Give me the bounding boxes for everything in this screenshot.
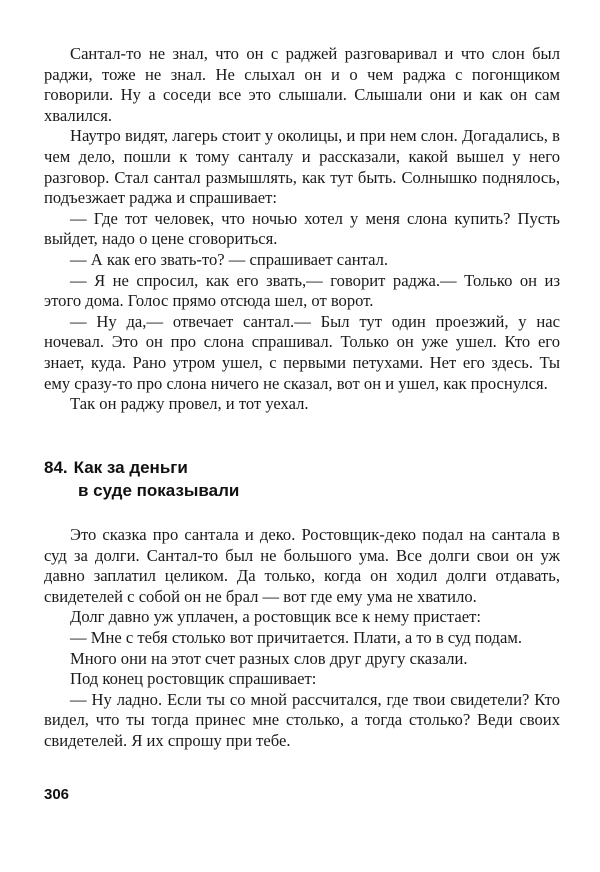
chapter-heading [44,456,239,502]
dialog-line: — Я не спросил, как его звать,— говорит раджа.— Только он из этого дома. Голос прямо отсюда шел, от ворот. [44,270,560,311]
chapter-title-line1: Как за деньги [73,458,188,477]
page-number: 306 [44,786,70,803]
dialog-line: — А как его звать-то? — спрашивает сантал. [70,249,389,269]
paragraph: Так он раджу провел, и тот уехал. [70,394,309,414]
chapter-title-line2: в суде показывали [78,481,240,500]
chapter-number: 84. [44,458,68,477]
dialog-line: — Ну да,— отвечает сантал.— Был тут один проезжий, у нас ночевал. Это он про слона спрашивал. Только он уже ушел. Кто его знает, куда. Рано утром ушел, с первыми петухами. Нет его здесь. Ты ему сразу-то про слона ничего не сказал, вот он и ушел, как проснулся. [44,311,560,393]
paragraph: Под конец ростовщик спрашивает: [70,669,317,689]
chapter-body-text [44,525,560,752]
paragraph: Это сказка про сантала и деко. Ростовщик-деко подал на сантала в суд за долги. Сантал-то был не большого ума. Все долги свои он уж давно заплатил целиком. Да только, когда он ходил долги отдавать, свидетелей с собой он не брал — вот где ему ума не хватило. [44,525,560,606]
paragraph: Сантал-то не знал, что он с раджей разговаривал и что слон был раджи, тоже не знал. Не слыхал он и о чем раджа с погонщиком говорили. Ну а соседи все это слышали. Слышали они и как он сам хвалился. [44,44,560,125]
paragraph: Долг давно уж уплачен, а ростовщик все к нему пристает: [70,607,481,627]
dialog-line: — Ну ладно. Если ты со мной рассчитался, где твои свидетели? Кто видел, что ты тогда принес мне столько, а тогда столько? Веди своих свидетелей. Я их спрошу при тебе. [44,689,560,750]
paragraph: Много они на этот счет разных слов друг другу сказали. [70,648,468,668]
dialog-line: — Мне с тебя столько вот причитается. Плати, а то в суд подам. [70,627,522,647]
paragraph: Наутро видят, лагерь стоит у околицы, и при нем слон. Догадались, в чем дело, пошли к тому санталу и рассказали, какой вышел у него разговор. Стал сантал размышлять, как тут быть. Солнышко поднялось, подъезжает раджа и спрашивает: [44,126,560,208]
dialog-line: — Где тот человек, что ночью хотел у меня слона купить? Пусть выйдет, надо о цене сговориться. [44,208,560,249]
story-ending-text [44,44,560,415]
